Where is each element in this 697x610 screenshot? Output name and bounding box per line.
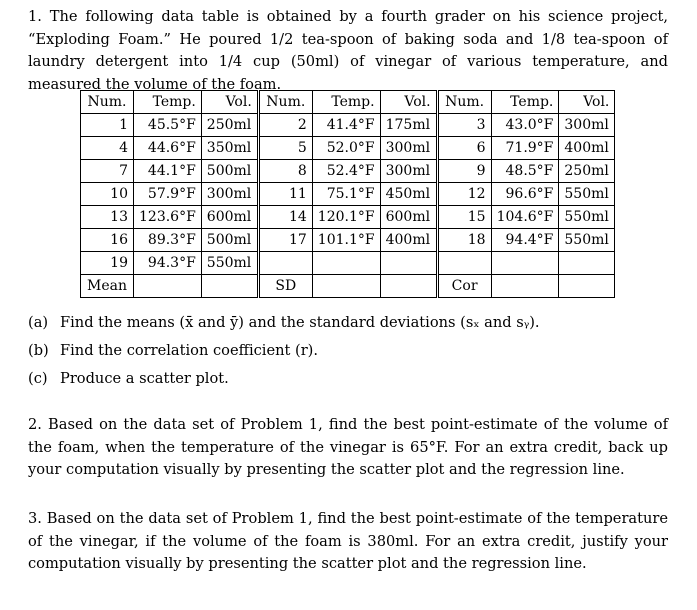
cell-temp: 43.0°F <box>491 114 559 137</box>
cell-temp <box>312 252 380 275</box>
table-row <box>81 114 615 137</box>
foam-data-table <box>80 90 615 298</box>
cell-temp: 120.1°F <box>312 206 380 229</box>
cell-temp: 48.5°F <box>491 160 559 183</box>
table-header-row <box>81 91 615 114</box>
cell-temp: 94.3°F <box>134 252 202 275</box>
problem-1-text: 1. The following data table is obtained by a fourth grader on his science project, “Exploding Foam.” He poured 1/2 tea-spoon of baking soda and 1/8 tea-spoon of laundry detergent into 1/4 cup (50ml) of vinegar of various temperature, and measured the volume of the foam. <box>28 8 668 93</box>
part-c <box>28 366 540 394</box>
mean-label: Mean <box>81 275 134 298</box>
cell-num: 7 <box>81 160 134 183</box>
table-row <box>81 183 615 206</box>
cell-vol <box>559 252 615 275</box>
cell-num: 13 <box>81 206 134 229</box>
part-label: (b) <box>28 342 49 359</box>
cell-temp: 101.1°F <box>312 229 380 252</box>
summary-cell <box>491 275 559 298</box>
cell-num: 17 <box>258 229 312 252</box>
cell-vol: 350ml <box>201 137 258 160</box>
header-vol: Vol. <box>559 91 615 114</box>
cell-num: 16 <box>81 229 134 252</box>
cell-vol: 250ml <box>201 114 258 137</box>
cell-vol: 300ml <box>201 183 258 206</box>
header-temp: Temp. <box>491 91 559 114</box>
problem-2-text: 2. Based on the data set of Problem 1, find the best point-estimate of the volume of the foam, when the temperature of the vinegar is 65°F. For an extra credit, back up your computation visually by presenting the scatter plot and the regression line. <box>28 416 668 478</box>
cell-temp: 104.6°F <box>491 206 559 229</box>
summary-cell <box>201 275 258 298</box>
foam-data-table-wrap <box>80 90 615 298</box>
cell-num: 15 <box>437 206 491 229</box>
cell-num: 14 <box>258 206 312 229</box>
header-num: Num. <box>437 91 491 114</box>
cell-vol: 600ml <box>380 206 437 229</box>
cell-vol: 500ml <box>201 160 258 183</box>
cell-temp: 57.9°F <box>134 183 202 206</box>
cell-vol: 300ml <box>380 160 437 183</box>
cell-num: 11 <box>258 183 312 206</box>
cell-temp: 75.1°F <box>312 183 380 206</box>
header-num: Num. <box>81 91 134 114</box>
cell-vol: 550ml <box>559 183 615 206</box>
part-label: (a) <box>28 314 49 331</box>
cor-label: Cor <box>437 275 491 298</box>
table-body <box>81 114 615 275</box>
cell-num: 1 <box>81 114 134 137</box>
header-num: Num. <box>258 91 312 114</box>
cell-temp: 41.4°F <box>312 114 380 137</box>
cell-temp: 94.4°F <box>491 229 559 252</box>
table-row <box>81 137 615 160</box>
summary-cell <box>312 275 380 298</box>
cell-vol: 550ml <box>559 229 615 252</box>
cell-temp: 44.6°F <box>134 137 202 160</box>
part-a <box>28 310 540 338</box>
cell-vol: 250ml <box>559 160 615 183</box>
summary-cell <box>134 275 202 298</box>
table-row <box>81 252 615 275</box>
cell-temp: 45.5°F <box>134 114 202 137</box>
table-row <box>81 229 615 252</box>
cell-temp: 96.6°F <box>491 183 559 206</box>
part-text: Find the means (x̄ and ȳ) and the standard deviations (sₓ and sᵧ). <box>60 314 540 331</box>
cell-vol: 450ml <box>380 183 437 206</box>
cell-temp: 71.9°F <box>491 137 559 160</box>
cell-temp <box>491 252 559 275</box>
cell-num: 6 <box>437 137 491 160</box>
cell-num: 12 <box>437 183 491 206</box>
table-row <box>81 206 615 229</box>
cell-vol: 550ml <box>559 206 615 229</box>
cell-num: 3 <box>437 114 491 137</box>
summary-cell <box>559 275 615 298</box>
header-vol: Vol. <box>380 91 437 114</box>
cell-num: 8 <box>258 160 312 183</box>
part-text: Find the correlation coefficient (r). <box>60 342 318 359</box>
cell-num: 5 <box>258 137 312 160</box>
cell-num <box>258 252 312 275</box>
cell-vol: 550ml <box>201 252 258 275</box>
cell-num: 10 <box>81 183 134 206</box>
cell-vol: 300ml <box>380 137 437 160</box>
cell-vol: 500ml <box>201 229 258 252</box>
cell-num: 9 <box>437 160 491 183</box>
problem-1-parts <box>28 310 540 394</box>
cell-temp: 44.1°F <box>134 160 202 183</box>
sd-label: SD <box>258 275 312 298</box>
cell-vol: 400ml <box>559 137 615 160</box>
header-temp: Temp. <box>312 91 380 114</box>
part-text: Produce a scatter plot. <box>60 370 229 387</box>
table-summary-row <box>81 275 615 298</box>
cell-temp: 123.6°F <box>134 206 202 229</box>
cell-num: 18 <box>437 229 491 252</box>
cell-num <box>437 252 491 275</box>
summary-cell <box>380 275 437 298</box>
cell-vol: 600ml <box>201 206 258 229</box>
part-label: (c) <box>28 370 48 387</box>
cell-temp: 89.3°F <box>134 229 202 252</box>
cell-vol: 300ml <box>559 114 615 137</box>
header-temp: Temp. <box>134 91 202 114</box>
cell-vol: 175ml <box>380 114 437 137</box>
cell-vol: 400ml <box>380 229 437 252</box>
cell-num: 2 <box>258 114 312 137</box>
table-row <box>81 160 615 183</box>
cell-num: 19 <box>81 252 134 275</box>
cell-temp: 52.4°F <box>312 160 380 183</box>
header-vol: Vol. <box>201 91 258 114</box>
problem-3-text: 3. Based on the data set of Problem 1, find the best point-estimate of the temperature of the vinegar, if the volume of the foam is 380ml. For an extra credit, justify your computation visually by presenting the scatter plot and the regression line. <box>28 510 668 572</box>
cell-num: 4 <box>81 137 134 160</box>
cell-vol <box>380 252 437 275</box>
cell-temp: 52.0°F <box>312 137 380 160</box>
part-b <box>28 338 540 366</box>
